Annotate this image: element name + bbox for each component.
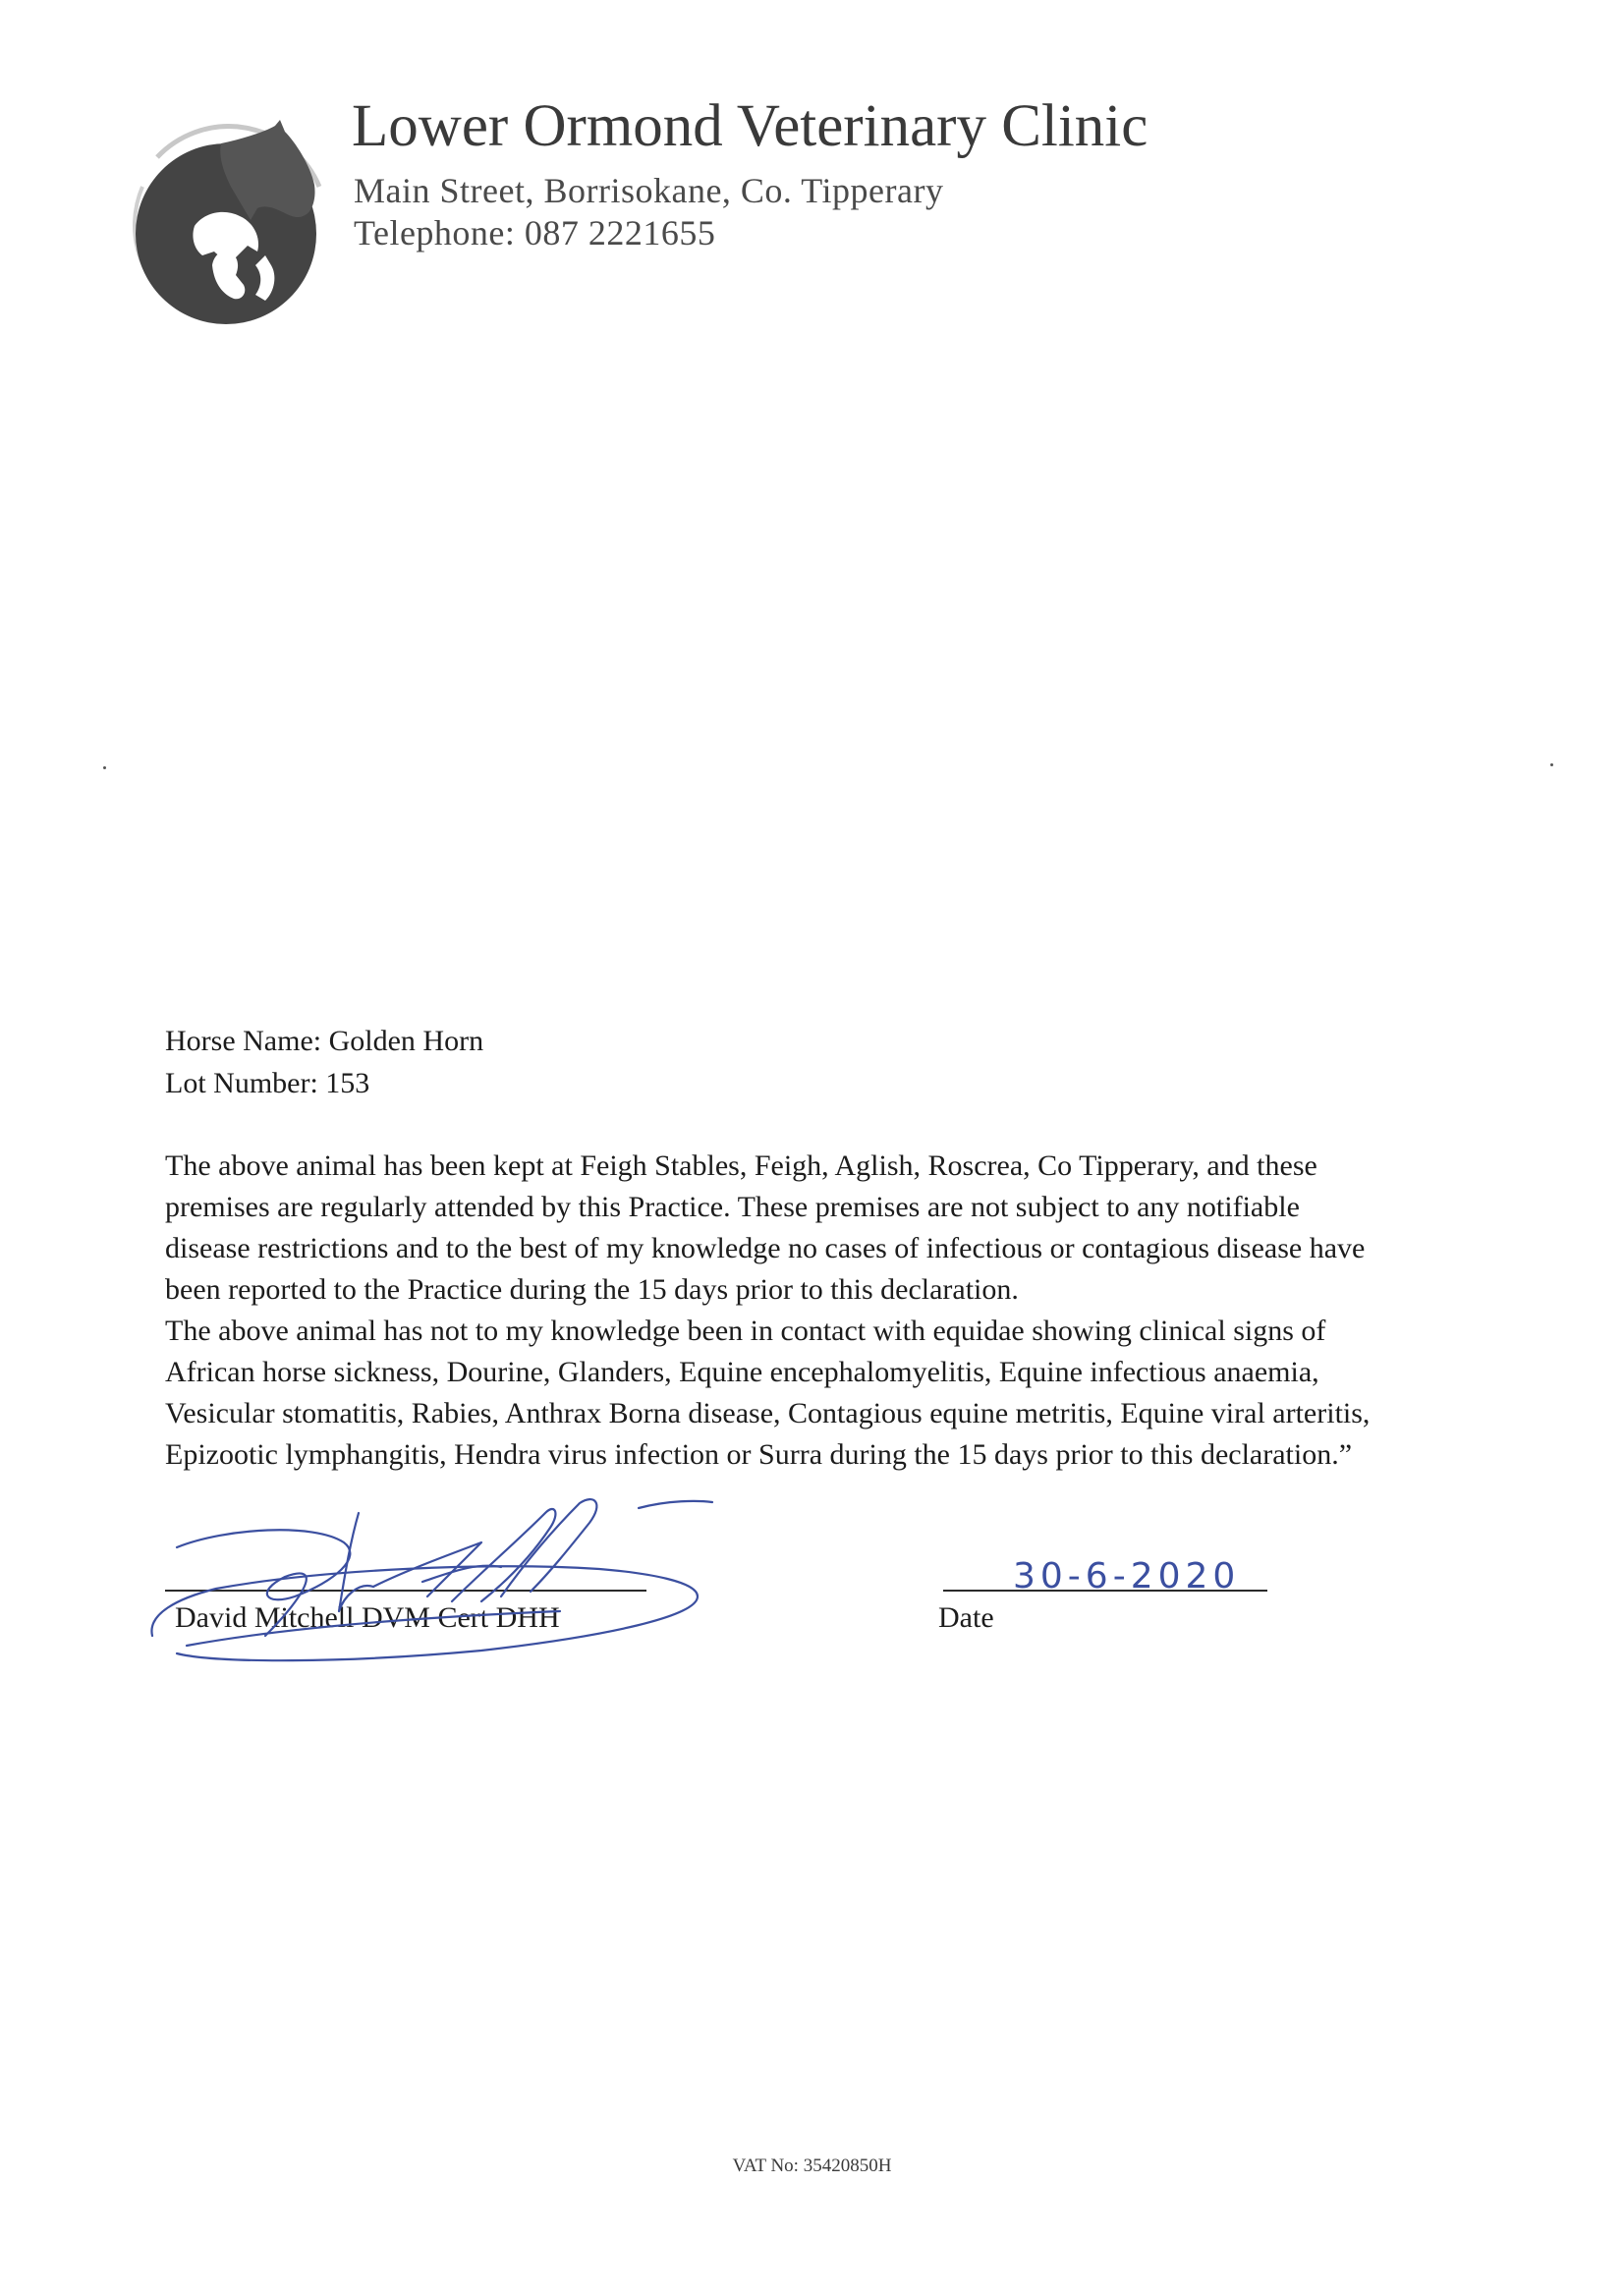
horse-name-line: Horse Name: Golden Horn <box>165 1025 484 1057</box>
vat-number: VAT No: 35420850H <box>732 2156 892 2176</box>
scan-speck <box>103 766 106 769</box>
declaration-line: Vesicular stomatitis, Rabies, Anthrax Borna disease, Contagious equine metritis, Equine viral arteritis, <box>165 1397 1371 1429</box>
clinic-telephone: Telephone: 087 2221655 <box>354 213 716 252</box>
clinic-name: Lower Ormond Veterinary Clinic <box>352 93 1148 159</box>
clinic-address: Main Street, Borrisokane, Co. Tipperary <box>354 171 944 210</box>
handwritten-date <box>1007 1540 1302 1609</box>
signatory-name: David Mitchell DVM Cert DHH <box>175 1601 560 1634</box>
scan-speck <box>1550 763 1553 766</box>
date-label: Date <box>938 1601 994 1634</box>
declaration-line: The above animal has not to my knowledge been in contact with equidae showing clinical signs of <box>165 1315 1326 1347</box>
declaration-line: The above animal has been kept at Feigh Stables, Feigh, Aglish, Roscrea, Co Tipperary, and these <box>165 1149 1317 1182</box>
declaration-line: premises are regularly attended by this Practice. These premises are not subject to any notifiable <box>165 1191 1300 1223</box>
lot-number-line: Lot Number: 153 <box>165 1067 370 1099</box>
declaration-line: disease restrictions and to the best of my knowledge no cases of infectious or contagious disease have <box>165 1232 1366 1264</box>
clinic-logo-horse-dog-cat-icon <box>118 118 329 329</box>
declaration-line: Epizootic lymphangitis, Hendra virus infection or Surra during the 15 days prior to this declaration.” <box>165 1438 1353 1471</box>
handwritten-date-text: 30-6-2020 <box>1013 1556 1241 1596</box>
declaration-line: African horse sickness, Dourine, Glanders, Equine encephalomyelitis, Equine infectious anaemia, <box>165 1356 1319 1388</box>
handwritten-signature <box>147 1488 717 1665</box>
declaration-line: been reported to the Practice during the 15 days prior to this declaration. <box>165 1273 1019 1306</box>
